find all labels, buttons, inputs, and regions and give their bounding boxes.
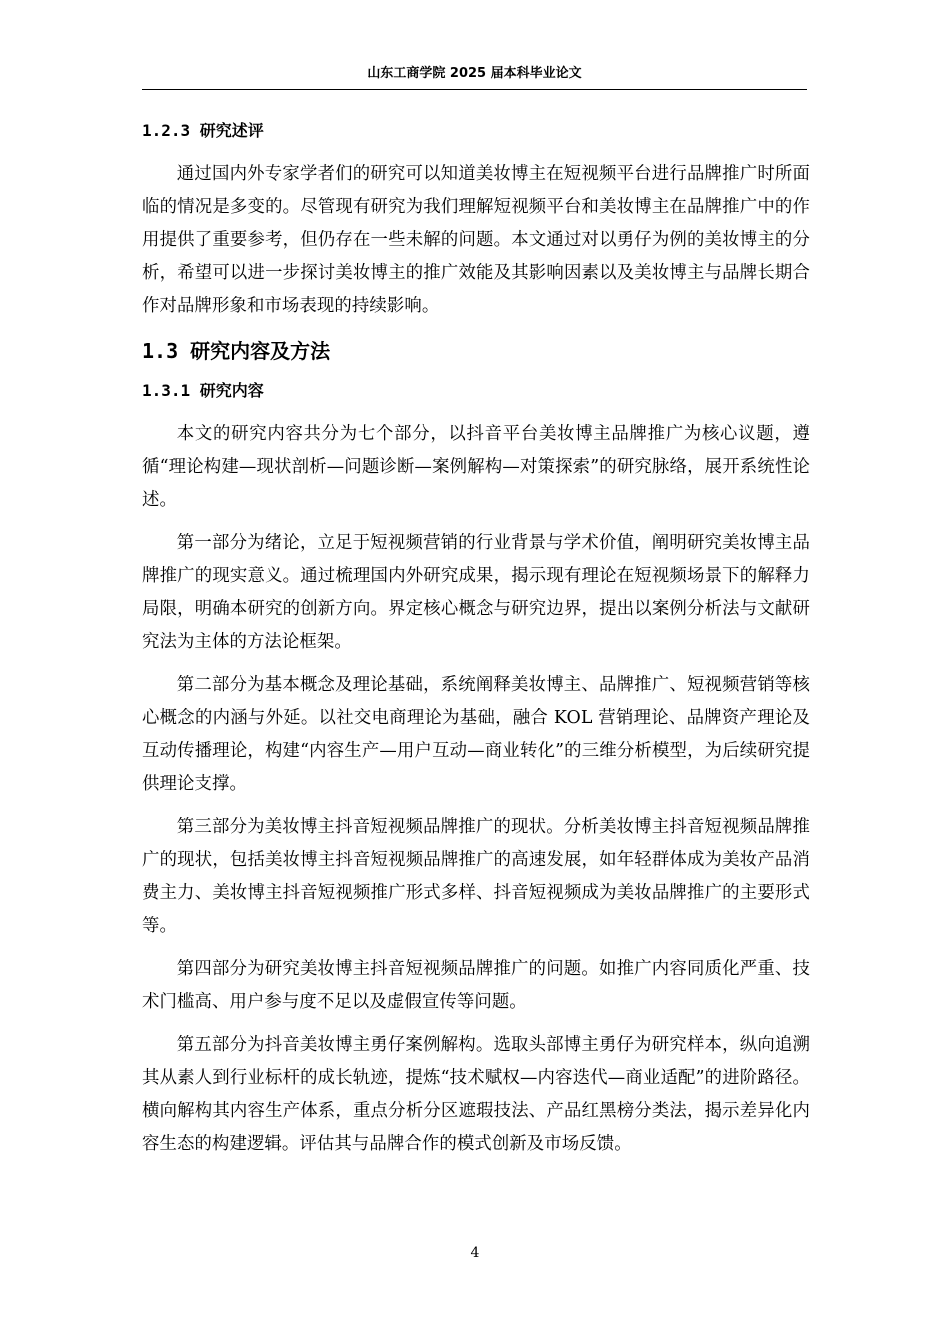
paragraph-part-two: 第二部分为基本概念及理论基础，系统阐释美妆博主、品牌推广、短视频营销等核心概念的内涵与外延。以社交电商理论为基础，融合 KOL 营销理论、品牌资产理论及互动传播理论，构建“内容生产—用户互动—商业转化”的三维分析模型，为后续研究提供理论支撑。 <box>142 675 810 794</box>
paragraph-part-one: 第一部分为绪论，立足于短视频营销的行业背景与学术价值，阐明研究美妆博主品牌推广的现实意义。通过梳理国内外研究成果，揭示现有理论在短视频场景下的解释力局限，明确本研究的创新方向。界定核心概念与研究边界，提出以案例分析法与文献研究法为主体的方法论框架。 <box>142 533 810 652</box>
section-1-2-3-heading: 1.2.3 研究述评 <box>142 121 264 140</box>
paragraph-part-three: 第三部分为美妆博主抖音短视频品牌推广的现状。分析美妆博主抖音短视频品牌推广的现状，包括美妆博主抖音短视频品牌推广的高速发展，如年轻群体成为美妆产品消费主力、美妆博主抖音短视频推广形式多样、抖音短视频成为美妆品牌推广的主要形式等。 <box>142 817 810 936</box>
paragraph-part-four: 第四部分为研究美妆博主抖音短视频品牌推广的问题。如推广内容同质化严重、技术门槛高、用户参与度不足以及虚假宣传等问题。 <box>142 959 810 1012</box>
page-body <box>142 118 810 1161</box>
page-number: 4 <box>470 1245 480 1261</box>
paragraph-review: 通过国内外专家学者们的研究可以知道美妆博主在短视频平台进行品牌推广时所面临的情况是多变的。尽管现有研究为我们理解短视频平台和美妆博主在品牌推广中的作用提供了重要参考，但仍存在一些未解的问题。本文通过对以勇仔为例的美妆博主的分析，希望可以进一步探讨美妆博主的推广效能及其影响因素以及美妆博主与品牌长期合作对品牌形象和市场表现的持续影响。 <box>142 164 810 316</box>
section-1-3-1-heading: 1.3.1 研究内容 <box>142 381 264 400</box>
paragraph-part-five: 第五部分为抖音美妆博主勇仔案例解构。选取头部博主勇仔为研究样本，纵向追溯其从素人到行业标杆的成长轨迹，提炼“技术赋权—内容迭代—商业适配”的进阶路径。横向解构其内容生产体系，重点分析分区遮瑕技法、产品红黑榜分类法，揭示差异化内容生态的构建逻辑。评估其与品牌合作的模式创新及市场反馈。 <box>142 1035 810 1154</box>
header-divider <box>142 89 807 90</box>
running-header: 山东工商学院 2025 届本科毕业论文 <box>367 66 582 81</box>
paragraph-content-overview: 本文的研究内容共分为七个部分，以抖音平台美妆博主品牌推广为核心议题，遵循“理论构建—现状剖析—问题诊断—案例解构—对策探索”的研究脉络，展开系统性论述。 <box>142 424 810 510</box>
section-1-3-heading: 1.3 研究内容及方法 <box>142 339 331 363</box>
